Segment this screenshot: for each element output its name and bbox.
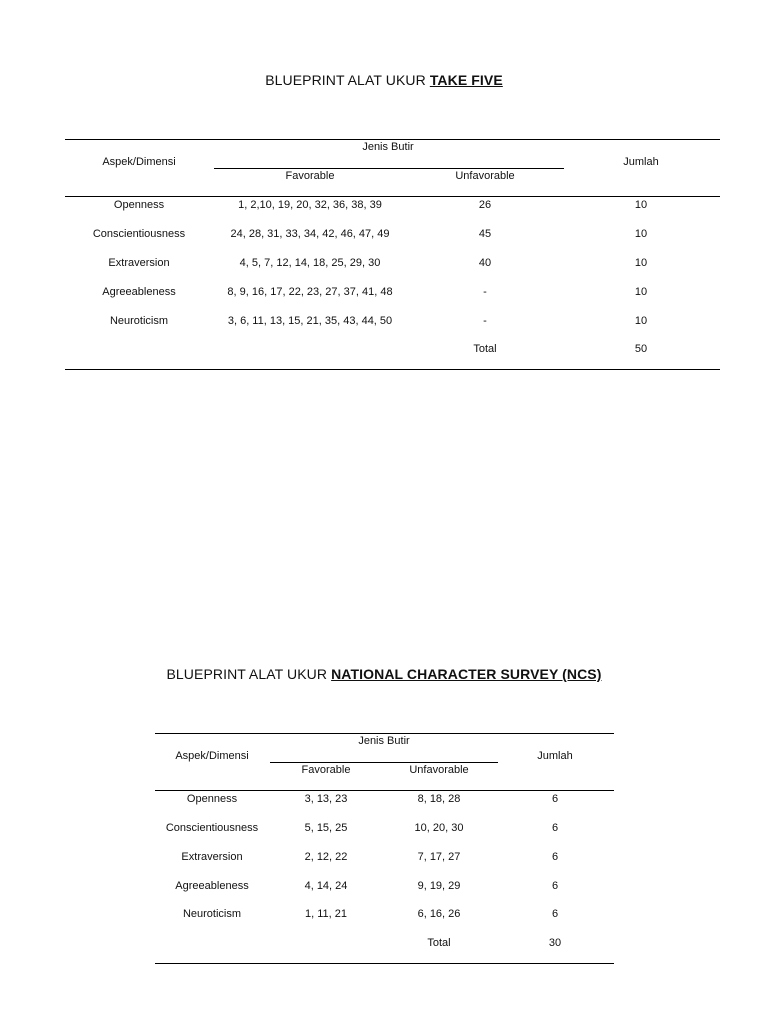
header-jenis-butir: Jenis Butir <box>358 735 410 747</box>
header-unfavorable: Unfavorable <box>409 764 469 776</box>
row-unfavorable: - <box>483 286 487 298</box>
row-jumlah: 10 <box>634 286 648 298</box>
header-jenis-butir: Jenis Butir <box>362 141 414 153</box>
row-jumlah: 10 <box>634 315 648 327</box>
total-label: Total <box>473 343 497 355</box>
table-title-instrument: NATIONAL CHARACTER SURVEY (NCS) <box>331 666 602 682</box>
table-bottom-rule <box>65 369 720 370</box>
table-title-prefix: BLUEPRINT ALAT UKUR <box>166 666 328 682</box>
row-favorable: 3, 13, 23 <box>304 793 348 805</box>
total-value: 30 <box>548 937 562 949</box>
row-aspek: Extraversion <box>108 257 170 269</box>
header-favorable: Favorable <box>301 764 351 776</box>
table-title-prefix: BLUEPRINT ALAT UKUR <box>265 72 426 88</box>
row-unfavorable: 6, 16, 26 <box>417 908 461 920</box>
row-aspek: Conscientiousness <box>165 822 259 834</box>
header-jumlah: Jumlah <box>623 156 659 168</box>
row-favorable: 8, 9, 16, 17, 22, 23, 27, 37, 41, 48 <box>227 286 393 298</box>
row-unfavorable: 10, 20, 30 <box>414 822 464 834</box>
row-unfavorable: 26 <box>478 199 492 211</box>
row-favorable: 1, 2,10, 19, 20, 32, 36, 38, 39 <box>238 199 382 211</box>
header-favorable: Favorable <box>285 170 335 182</box>
row-favorable: 24, 28, 31, 33, 34, 42, 46, 47, 49 <box>230 228 390 240</box>
header-aspek: Aspek/Dimensi <box>175 750 249 762</box>
row-favorable: 5, 15, 25 <box>304 822 348 834</box>
row-unfavorable: - <box>483 315 487 327</box>
row-unfavorable: 45 <box>478 228 492 240</box>
table-title <box>0 666 768 682</box>
row-jumlah: 6 <box>551 851 559 863</box>
row-aspek: Neuroticism <box>182 908 242 920</box>
subheader-rule <box>214 168 564 169</box>
row-aspek: Extraversion <box>181 851 243 863</box>
row-jumlah: 10 <box>634 199 648 211</box>
subheader-rule <box>270 762 498 763</box>
row-favorable: 1, 11, 21 <box>305 908 347 920</box>
table-top-rule <box>155 733 614 734</box>
row-unfavorable: 40 <box>478 257 492 269</box>
row-aspek: Conscientiousness <box>92 228 186 240</box>
row-unfavorable: 8, 18, 28 <box>417 793 461 805</box>
header-bottom-rule <box>155 790 614 791</box>
row-aspek: Neuroticism <box>109 315 169 327</box>
row-jumlah: 10 <box>634 228 648 240</box>
table-title-instrument: TAKE FIVE <box>429 72 503 88</box>
row-favorable: 4, 14, 24 <box>304 880 348 892</box>
header-jumlah: Jumlah <box>537 750 573 762</box>
row-aspek: Agreeableness <box>175 880 249 892</box>
row-unfavorable: 9, 19, 29 <box>417 880 461 892</box>
row-aspek: Openness <box>186 793 238 805</box>
header-bottom-rule <box>65 196 720 197</box>
table-title <box>0 72 768 88</box>
header-aspek: Aspek/Dimensi <box>102 156 176 168</box>
table-bottom-rule <box>155 963 614 964</box>
row-jumlah: 10 <box>634 257 648 269</box>
header-unfavorable: Unfavorable <box>455 170 515 182</box>
total-value: 50 <box>634 343 648 355</box>
row-aspek: Agreeableness <box>102 286 176 298</box>
row-favorable: 3, 6, 11, 13, 15, 21, 35, 43, 44, 50 <box>227 315 393 327</box>
row-aspek: Openness <box>113 199 165 211</box>
row-unfavorable: 7, 17, 27 <box>417 851 461 863</box>
row-favorable: 4, 5, 7, 12, 14, 18, 25, 29, 30 <box>239 257 381 269</box>
table-top-rule <box>65 139 720 140</box>
row-jumlah: 6 <box>551 793 559 805</box>
row-jumlah: 6 <box>551 822 559 834</box>
row-jumlah: 6 <box>551 908 559 920</box>
row-jumlah: 6 <box>551 880 559 892</box>
row-favorable: 2, 12, 22 <box>304 851 348 863</box>
total-label: Total <box>427 937 451 949</box>
